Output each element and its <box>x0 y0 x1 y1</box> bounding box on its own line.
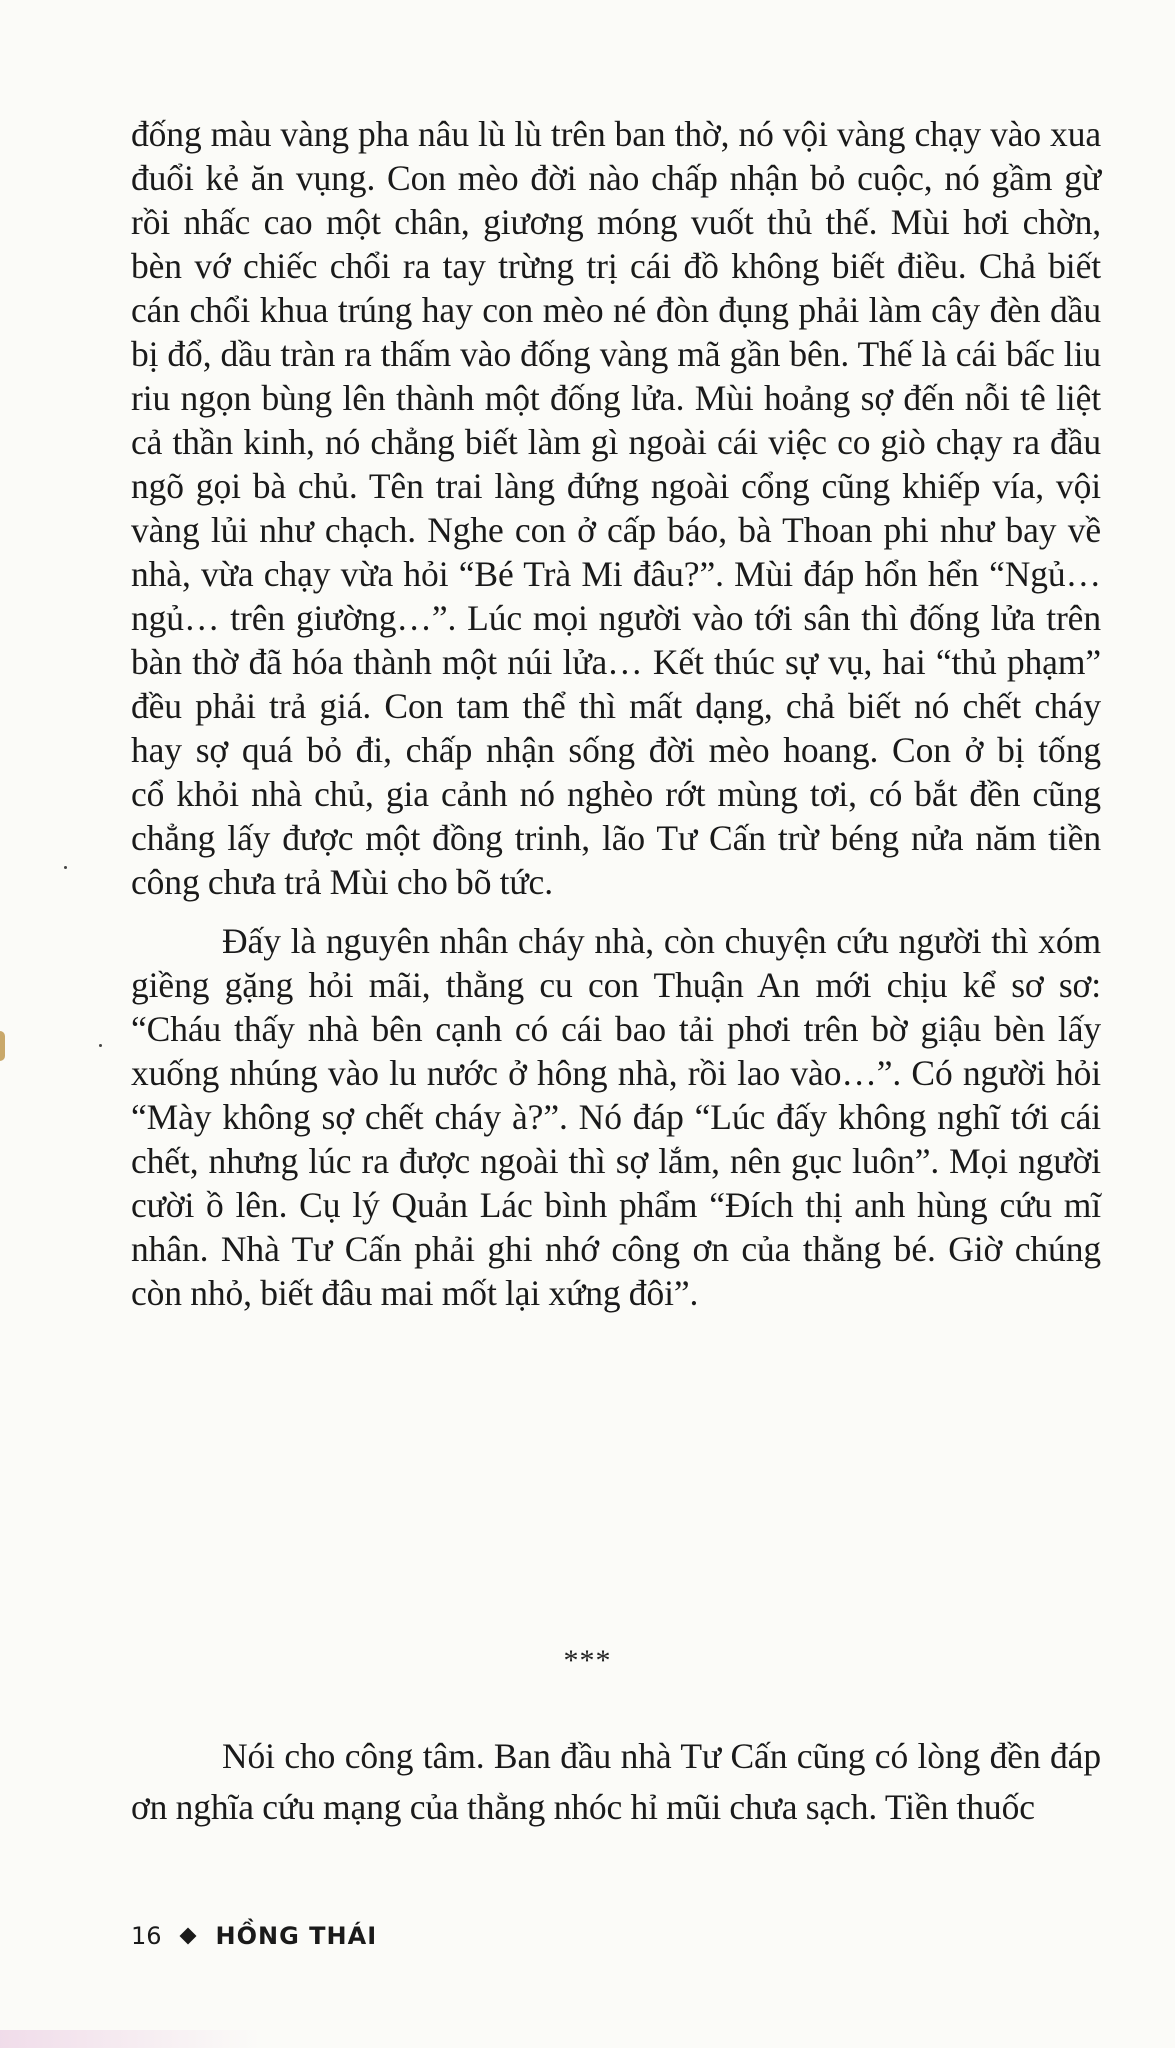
diamond-icon <box>179 1928 196 1945</box>
text-line: vàng lủi như chạch. Nghe con ở cấp báo, bà Thoan phi như bay về <box>131 510 1101 550</box>
text-line: cả thần kinh, nó chẳng biết làm gì ngoài cái việc co giò chạy ra đầu <box>131 422 1101 462</box>
text-line: ngủ… trên giường…”. Lúc mọi người vào tới sân thì đống lửa trên <box>131 598 1101 638</box>
text-line: chẳng lấy được một đồng trinh, lão Tư Cấn trừ béng nửa năm tiền <box>131 818 1101 858</box>
text-line: giềng gặng hỏi mãi, thằng cu con Thuận An mới chịu kể sơ sơ: <box>131 965 1101 1005</box>
page-footer <box>131 1922 377 1950</box>
text-line: xuống nhúng vào lu nước ở hông nhà, rồi lao vào…”. Có người hỏi <box>131 1053 1101 1093</box>
section-separator: *** <box>563 1644 612 1677</box>
text-line: “Mày không sợ chết cháy à?”. Nó đáp “Lúc đấy không nghĩ tới cái <box>131 1097 1101 1137</box>
text-line: chết, nhưng lúc ra được ngoài thì sợ lắm, nên gục luôn”. Mọi người <box>131 1141 1101 1181</box>
text-line: còn nhỏ, biết đâu mai mốt lại xứng đôi”. <box>131 1273 699 1313</box>
paragraph <box>131 919 1101 1315</box>
text-line: bàn thờ đã hóa thành một núi lửa… Kết thúc sự vụ, hai “thủ phạm” <box>131 642 1101 682</box>
text-line: hay sợ quá bỏ đi, chấp nhận sống đời mèo hoang. Con ở bị tống <box>131 730 1101 770</box>
text-line: Nói cho công tâm. Ban đầu nhà Tư Cấn cũng có lòng đền đáp <box>222 1736 1101 1776</box>
text-line: rồi nhấc cao một chân, giương móng vuốt thủ thế. Mùi hơi chờn, <box>131 202 1101 242</box>
text-line: nhân. Nhà Tư Cấn phải ghi nhớ công ơn của thằng bé. Giờ chúng <box>131 1229 1101 1269</box>
text-line: cổ khỏi nhà chủ, gia cảnh nó nghèo rớt mùng tơi, có bắt đền cũng <box>131 774 1101 814</box>
paragraph-continued <box>131 112 1101 904</box>
page-number: 16 <box>131 1922 162 1950</box>
text-line: công chưa trả Mùi cho bõ tức. <box>131 862 553 902</box>
body-text-continued <box>131 1731 1101 1833</box>
margin-dot <box>99 1044 102 1047</box>
text-line: cán chổi khua trúng hay con mèo né đòn đụng phải làm cây đèn dầu <box>131 290 1101 330</box>
text-line: cười ồ lên. Cụ lý Quản Lác bình phẩm “Đích thị anh hùng cứu mĩ <box>131 1185 1101 1225</box>
page-edge-mark <box>0 1031 5 1061</box>
text-line: ơn nghĩa cứu mạng của thằng nhóc hỉ mũi chưa sạch. Tiền thuốc <box>131 1787 1035 1827</box>
text-line: bèn vớ chiếc chổi ra tay trừng trị cái đồ không biết điều. Chả biết <box>131 246 1101 286</box>
text-line: bị đổ, dầu tràn ra thấm vào đống vàng mã gần bên. Thế là cái bấc liu <box>131 334 1101 374</box>
text-line: đuổi kẻ ăn vụng. Con mèo đời nào chấp nhận bỏ cuộc, nó gầm gừ <box>131 158 1101 198</box>
text-line: riu ngọn bùng lên thành một đống lửa. Mùi hoảng sợ đến nỗi tê liệt <box>131 378 1101 418</box>
text-line: đều phải trả giá. Con tam thể thì mất dạng, chả biết nó chết cháy <box>131 686 1101 726</box>
scan-edge-tint <box>0 2030 260 2048</box>
body-text <box>131 112 1101 1315</box>
text-line: nhà, vừa chạy vừa hỏi “Bé Trà Mi đâu?”. Mùi đáp hổn hển “Ngủ… <box>131 554 1101 594</box>
text-line: Đấy là nguyên nhân cháy nhà, còn chuyện cứu người thì xóm <box>222 921 1101 961</box>
author-name: HỒNG THÁI <box>215 1922 378 1950</box>
text-line: đống màu vàng pha nâu lù lù trên ban thờ, nó vội vàng chạy vào xua <box>131 114 1101 154</box>
paragraph <box>131 1731 1101 1833</box>
text-line: ngõ gọi bà chủ. Tên trai làng đứng ngoài cổng cũng khiếp vía, vội <box>131 466 1101 506</box>
margin-dot <box>64 866 67 869</box>
text-line: “Cháu thấy nhà bên cạnh có cái bao tải phơi trên bờ giậu bèn lấy <box>131 1009 1101 1049</box>
